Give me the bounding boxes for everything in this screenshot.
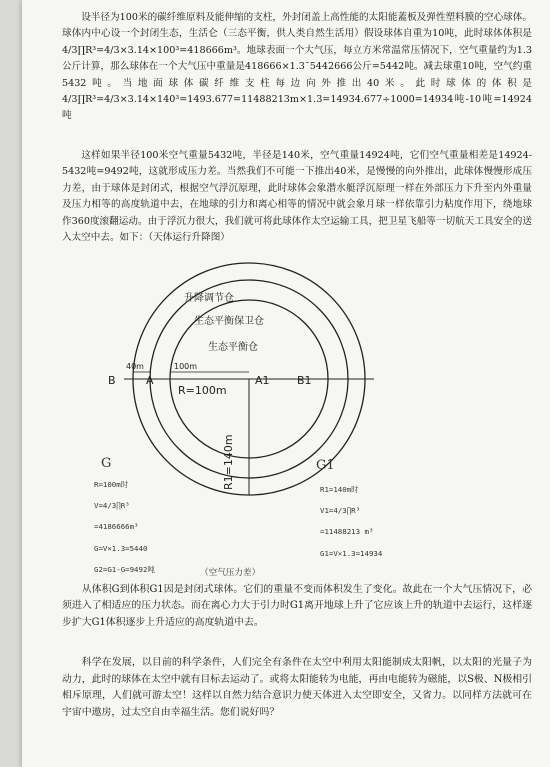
formula-g-line: G=V×1.3=5440: [94, 544, 148, 553]
dim-40m-text: 40m: [126, 362, 144, 371]
formula-g1-title: G1: [316, 458, 335, 473]
formula-g-line: G2=G1-G=9492吨: [94, 565, 155, 574]
ring-middle-label: 生态平衡保卫仓: [194, 316, 264, 327]
paragraph-solar-sail: 科学在发展，以目前的科学条件，人们完全有条件在太空中利用太阳能制成太阳帆，以太阳的光量子为动力，此时的球体在太空中就有目标去运动了。或将太阳能转为电能，再由电能转为磁能，以S极、N极相引相斥原理，人们就可游太空！这样以自然力结合意识力使天体进入太空即安全，又省力。以同样方法就可在宇宙中遨房，过太空自由幸福生活。您们说好吗？: [62, 657, 532, 718]
ring-outer-label: 升降调节仓: [184, 293, 234, 304]
radius-r-label: R=100m: [178, 384, 227, 397]
dim-100m-text: 100m: [174, 362, 198, 371]
paragraph-volume-change: 从体积G到体积G1因是封闭式球体。它们的重量不变而体积发生了变化。故此在一个大气压情况下，必须进入了相适应的压力状态。而在离心力大于引力时G1离开地球上升了它应该上升的轨道中去运行，这样逐步扩大G1体积逐步上升适应的高度轨道中去。: [62, 584, 532, 628]
label-b: B: [108, 374, 116, 387]
ascent-descent-diagram: [22, 0, 550, 767]
document-page: [22, 0, 550, 767]
formula-g1-line: R1=140m时: [320, 485, 359, 494]
radius-r1-label: R1=140m: [222, 434, 235, 490]
label-a: A: [146, 374, 154, 387]
label-b1: B1: [297, 374, 312, 387]
paragraph-pressure-difference: 这样如果半径100米空气重量5432吨，半径是140米，空气重量14924吨，它们空气重量相差是14924-5432吨=9492吨，这就形成压力差。当然我们不可能一下推出40米，是慢慢的向外推出，此球体慢慢形成压力差，由于球体是封闭式，根据空气浮沉原理，此时球体会象潜水艇浮沉原理一样在外部压力下升至内外重量及压力相等的高度轨道中去，在地球的引力和离心相等的情况中就会象月球一样依靠引力粘度作用下，绕地球作360度滚翻运动。由于浮沉力很大，我们就可将此球体作太空运输工具，把卫星飞船等一切航天工具安全的送入太空中去。如下：（天体运行升降图）: [62, 150, 532, 244]
formula-g-title: G: [101, 456, 112, 471]
formula-g-line: =4186666m³: [94, 522, 139, 531]
formula-g1-line: V1=4/3∏R³: [320, 506, 361, 515]
pressure-difference-caption: （空气压力差）: [200, 568, 261, 578]
formula-g1-line: G1=V×1.3=14934: [320, 549, 383, 558]
paragraph-intro: 设半径为100米的碳纤维原料及能伸缩的支柱，外封闭盖上高性能的太阳能蓋板及弹性塑料膜的空心球体。球体内中心设一个封闭生态，生活仑（三态平衡，供人类自然生活用）假设球体自重为10吨，此时球体体积是4/3∏R³=4/3×3.14×100³=418666m³。地球表面一个大气压，每立方米常温常压情况下，空气重量约为1.3公斤计算，那么球体在一个大气压中重量是418666×1.3˜5442666公斤=5442吨。减去球重10吨，空气约重5432吨。当地面球体碳纤维支柱每边向外推出40米。此时球体的体积是4/3∏R³=4/3×3.14×140³=1493.677=11488213m×1.3=14934.677÷1000=14934吨-10吨=14924吨: [62, 12, 532, 122]
formula-g1-line: =11488213 m³: [320, 527, 374, 536]
formula-g-line: R=100m时: [94, 480, 129, 489]
ring-inner-label: 生态平衡仓: [208, 342, 258, 353]
label-a1: A1: [255, 374, 270, 387]
formula-g-line: V=4/3∏R³: [94, 501, 130, 510]
